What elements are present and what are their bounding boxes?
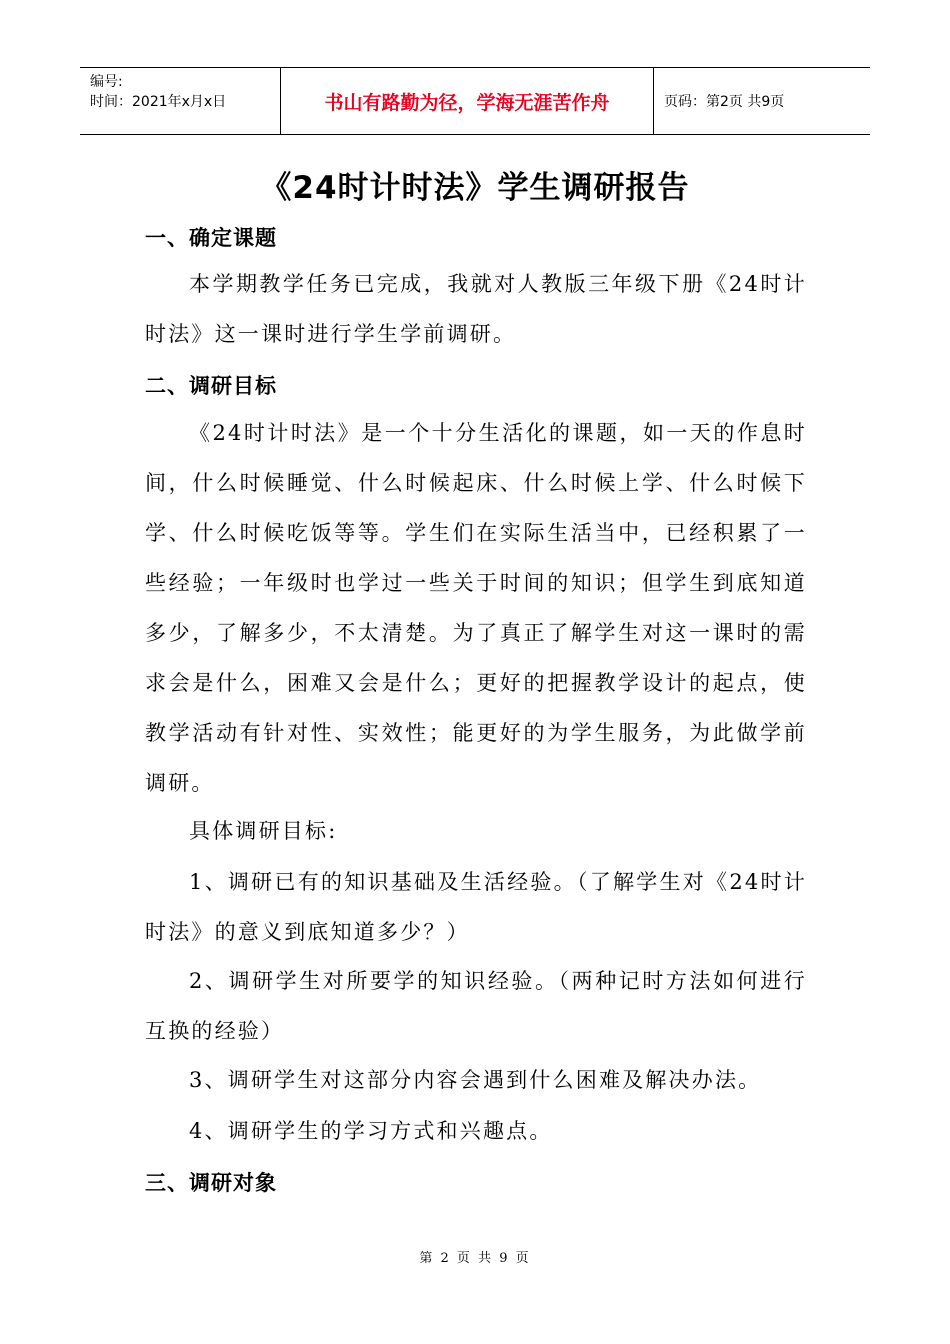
document-date-label: 时间：2021年x月x日 [90,94,227,110]
section-2-paragraph-4: 2、调研学生对所要学的知识经验。（两种记时方法如何进行互换的经验） [145,969,807,1043]
document-title: 《24时计时法》学生调研报告 [260,170,690,206]
document-number-label: 编号: [90,74,123,90]
section-2-paragraph-5: 3、调研学生对这部分内容会遇到什么困难及解决办法。 [189,1068,762,1092]
header-motto: 书山有路勤为径，学海无涯苦作舟 [281,68,654,134]
section-heading-2: 二、调研目标 [145,374,277,398]
page-footer: 第 2 页 共 9 页 [419,1251,531,1266]
section-1-paragraph-1: 本学期教学任务已完成，我就对人教版三年级下册《24时计时法》这一课时进行学生学前调研。 [145,272,807,346]
header-meta-cell [80,68,281,134]
section-2-paragraph-6: 4、调研学生的学习方式和兴趣点。 [189,1119,553,1143]
section-heading-1: 一、确定课题 [145,226,277,250]
section-2-paragraph-3: 1、调研已有的知识基础及生活经验。（了解学生对《24时计时法》的意义到底知道多少？） [145,870,807,944]
section-2-paragraph-1: 《24时计时法》是一个十分生活化的课题，如一天的作息时间，什么时候睡觉、什么时候起床、什么时候上学、什么时候下学、什么时候吃饭等等。学生们在实际生活当中，已经积累了一些经验；一年级时也学过一些关于时间的知识；但学生到底知道多少，了解多少，不太清楚。为了真正了解学生对这一课时的需求会是什么，困难又会是什么；更好的把握教学设计的起点，使教学活动有针对性、实效性；能更好的为学生服务，为此做学前调研。 [145,421,807,795]
header-page-info: 页码：第2页 共9页 [664,94,785,110]
section-2-paragraph-2: 具体调研目标: [189,819,338,843]
section-heading-3: 三、调研对象 [145,1171,277,1195]
page-header-table [80,67,870,135]
